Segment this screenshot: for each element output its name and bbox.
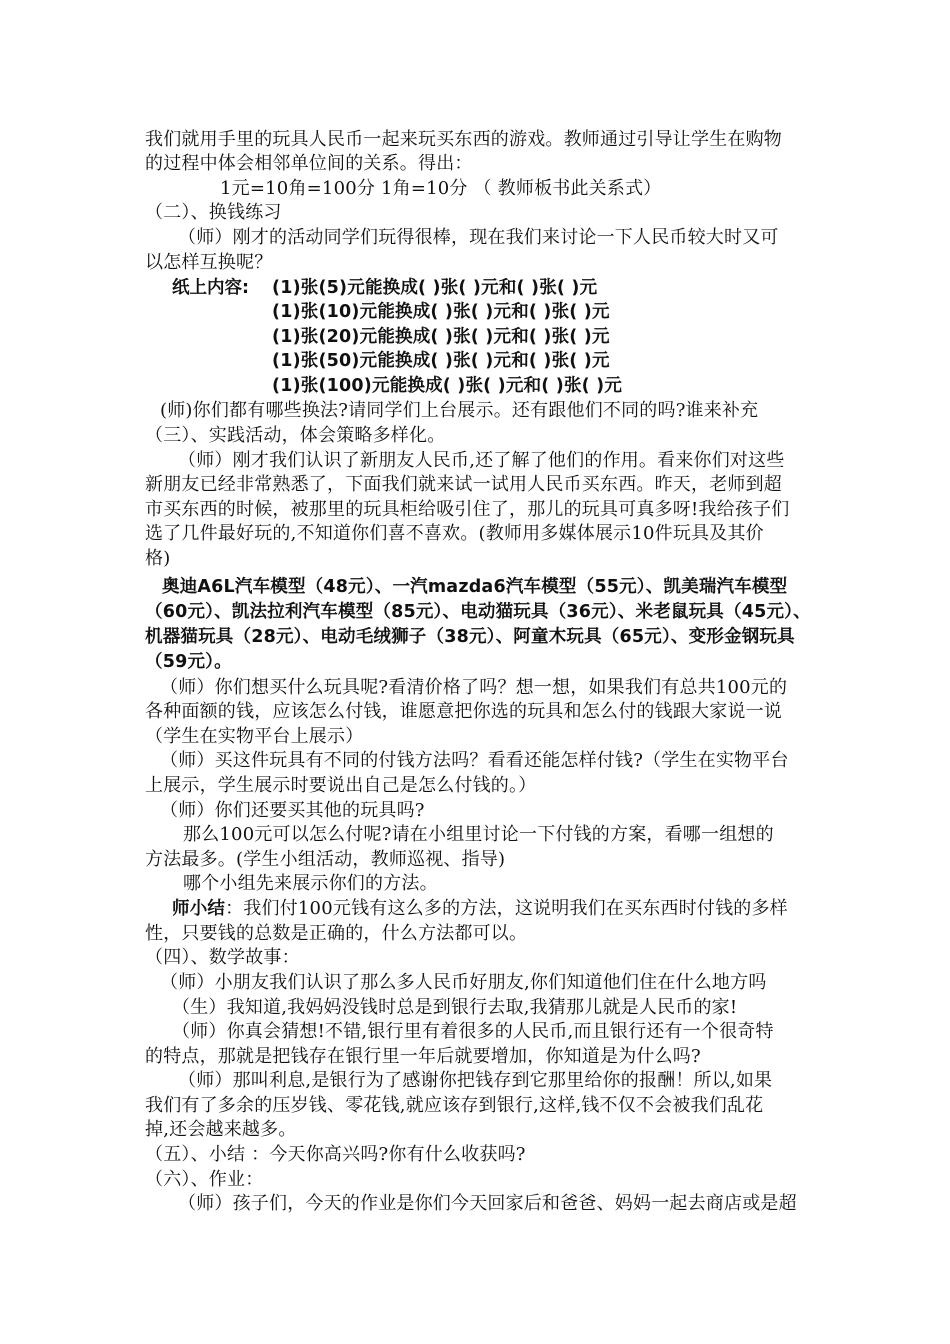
toy-price-line: 奥迪A6L汽车模型（48元）、一汽mazda6汽车模型（55元）、凯美瑞汽车模型 — [162, 577, 788, 597]
paper-content-label: 纸上内容: — [172, 278, 249, 298]
paragraph-line: 市买东西的时候，被那里的玩具柜给吸引住了，那儿的玩具可真多呀!我给孩子们 — [145, 499, 790, 520]
paragraph-line: （师）你们想买什么玩具呢?看清价格了吗？想一想，如果我们有总共100元的 — [160, 677, 788, 698]
paragraph-line: 性，只要钱的总数是正确的，什么方法都可以。 — [145, 923, 528, 944]
paragraph-line: 上展示，学生展示时要说出自己是怎么付钱的。） — [145, 775, 537, 796]
paragraph-line: （师）小朋友我们认识了那么多人民币好朋友,你们知道他们住在什么地方吗 — [160, 972, 767, 993]
paragraph-line: 以怎样互换呢？ — [145, 252, 273, 273]
paragraph-line: （师）刚才的活动同学们玩得很棒，现在我们来讨论一下人民币较大时又可 — [178, 227, 779, 248]
paragraph-line: 掉,还会越来越多。 — [145, 1119, 297, 1140]
section-heading-2: （二）、换钱练习 — [145, 202, 282, 223]
toy-price-line: （60元）、凯法拉利汽车模型（85元）、电动猫玩具（36元）、米老鼠玩具（45元）、 — [145, 602, 811, 622]
section-heading-3: （三）、实践活动，体会策略多样化。 — [145, 425, 446, 446]
section-heading-4: （四）、数学故事： — [145, 947, 300, 968]
exchange-item: (1)张(5)元能换成( )张( )元和( )张( )元 — [272, 278, 598, 298]
paragraph-line: （师）刚才我们认识了新朋友人民币,还了解了他们的作用。看来你们对这些 — [178, 450, 785, 471]
relation-formula: 1元=10角=100分 1角=10分 （ 教师板书此关系式） — [220, 178, 662, 199]
exchange-item: (1)张(50)元能换成( )张( )元和( )张( )元 — [272, 351, 610, 371]
paragraph-line: 方法最多。(学生小组活动，教师巡视、指导) — [145, 849, 506, 870]
paragraph-line: （生）我知道,我妈妈没钱时总是到银行去取,我猜那儿就是人民币的家! — [172, 997, 738, 1018]
paragraph-line: （师）孩子们，今天的作业是你们今天回家后和爸爸、妈妈一起去商店或是超 — [178, 1193, 797, 1214]
paragraph-line: （师）那叫利息,是银行为了感谢你把钱存到它那里给你的报酬！所以,如果 — [178, 1070, 773, 1091]
section-heading-5: （五）、小结 ：今天你高兴吗?你有什么收获吗? — [145, 1144, 526, 1165]
summary-line — [172, 897, 788, 921]
paragraph-line: （师）你们还要买其他的玩具吗? — [160, 800, 425, 821]
paragraph-line: （学生在实物平台上展示） — [145, 726, 364, 747]
paragraph-line: 那么100元可以怎么付呢?请在小组里讨论一下付钱的方案，看哪一组想的 — [183, 824, 774, 845]
exchange-item: (1)张(10)元能换成( )张( )元和( )张( )元 — [272, 302, 610, 322]
paragraph-line: 选了几件最好玩的,不知道你们喜不喜欢。(教师用多媒体展示10件玩具及其价 — [145, 523, 764, 544]
paragraph-line: 我们有了多余的压岁钱、零花钱,就应该存到银行,这样,钱不仅不会被我们乱花 — [145, 1095, 764, 1116]
toy-price-line: 机器猫玩具（28元）、电动毛绒狮子（38元）、阿童木玩具（65元）、变形金钢玩具 — [145, 627, 795, 647]
exchange-item: (1)张(100)元能换成( )张( )元和( )张( )元 — [272, 376, 623, 396]
paragraph-line: (师)你们都有哪些换法?请同学们上台展示。还有跟他们不同的吗?谁来补充 — [160, 400, 759, 421]
paragraph-line: 的特点，那就是把钱存在银行里一年后就要增加，你知道是为什么吗? — [145, 1046, 701, 1067]
paragraph-line: （师）买这件玩具有不同的付钱方法吗？看看还能怎样付钱?（学生在实物平台 — [160, 750, 789, 771]
exchange-item: (1)张(20)元能换成( )张( )元和( )张( )元 — [272, 327, 610, 347]
summary-label: 师小结 — [172, 899, 226, 919]
paragraph-line: （师）你真会猜想!不错,银行里有着很多的人民币,而且银行还有一个很奇特 — [172, 1021, 774, 1042]
paragraph-line: 我们就用手里的玩具人民币一起来玩买东西的游戏。教师通过引导让学生在购物 — [145, 129, 782, 150]
paragraph-line: 哪个小组先来展示你们的方法。 — [183, 873, 438, 894]
paragraph-line: 新朋友已经非常熟悉了，下面我们就来试一试用人民币买东西。昨天，老师到超 — [145, 474, 782, 495]
paragraph-line: 格) — [145, 548, 171, 569]
summary-text: ：我们付100元钱有这么多的方法，这说明我们在买东西时付钱的多样 — [225, 898, 788, 919]
paragraph-line: 的过程中体会相邻单位间的关系。得出： — [145, 153, 473, 174]
paragraph-line: 各种面额的钱，应该怎么付钱，谁愿意把你选的玩具和怎么付的钱跟大家说一说 — [145, 701, 782, 722]
section-heading-6: （六）、作业： — [145, 1169, 264, 1190]
toy-price-line: （59元）。 — [145, 652, 232, 672]
